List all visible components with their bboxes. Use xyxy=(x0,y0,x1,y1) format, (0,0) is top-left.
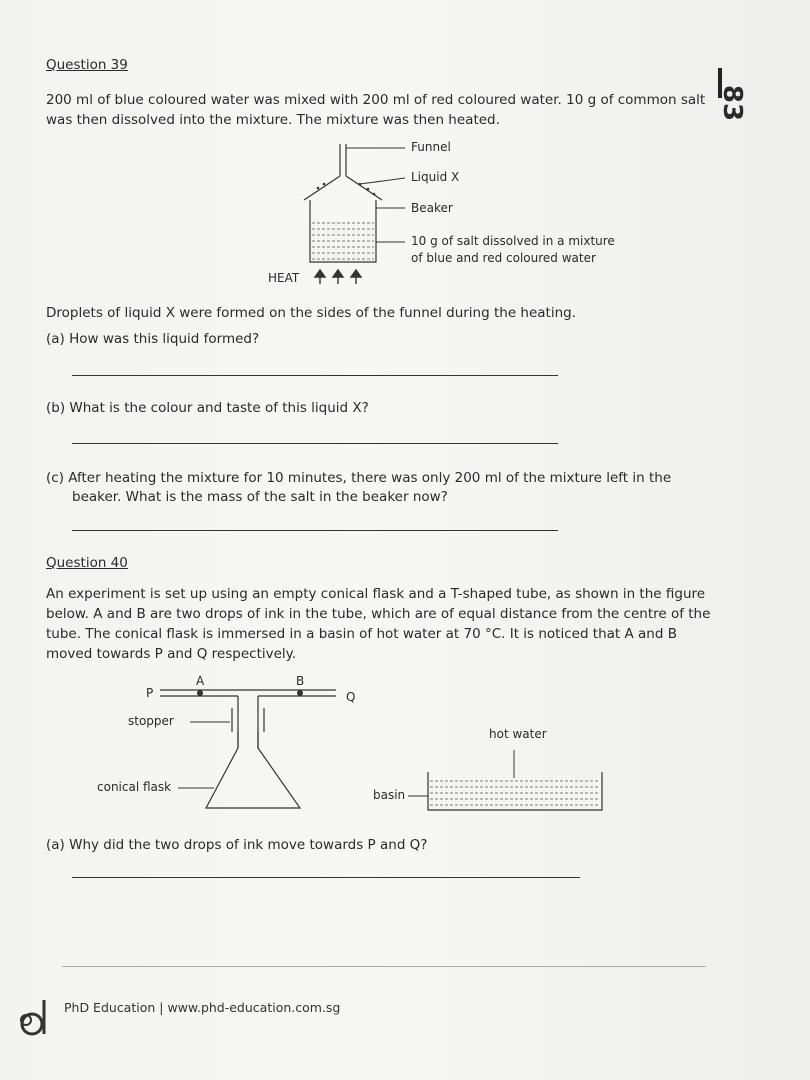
q39-intro-line2: was then dissolved into the mixture. The mixture was then heated. xyxy=(46,112,500,128)
funnel-cone xyxy=(304,176,340,200)
footer-text: PhD Education | www.phd-education.com.sg xyxy=(64,1000,341,1015)
footer-rule xyxy=(62,966,706,967)
label-funnel: Funnel xyxy=(411,140,451,154)
q39-part-c-line1: (c) After heating the mixture for 10 minutes, there was only 200 ml of the mixture left in the xyxy=(46,470,672,486)
mixture xyxy=(311,222,375,261)
q39-intro-line1: 200 ml of blue coloured water was mixed with 200 ml of red coloured water. 10 g of common salt xyxy=(46,92,706,108)
q40-intro-line4: moved towards P and Q respectively. xyxy=(46,646,297,662)
q40-heading: Question 40 xyxy=(46,555,128,571)
q39-heading: Question 39 xyxy=(46,57,128,73)
q39-a-answer-line[interactable] xyxy=(72,375,558,376)
label-q: Q xyxy=(346,690,356,704)
q40-intro-line1: An experiment is set up using an empty conical flask and a T-shaped tube, as shown in the figure xyxy=(46,586,706,602)
q39-part-a: (a) How was this liquid formed? xyxy=(46,331,260,347)
label-b: B xyxy=(296,674,305,688)
label-conical-flask: conical flask xyxy=(97,780,172,794)
q40-a-answer-line[interactable] xyxy=(72,877,580,878)
label-a: A xyxy=(196,674,205,688)
q40-part-a: (a) Why did the two drops of ink move towards P and Q? xyxy=(46,837,428,853)
q39-droplets: Droplets of liquid X were formed on the sides of the funnel during the heating. xyxy=(46,305,577,321)
ink-drop-b xyxy=(297,690,303,696)
liquid-x-pointer xyxy=(360,178,405,184)
q40-intro-line2: below. A and B are two drops of ink in the tube, which are of equal distance from the centre of the xyxy=(46,606,711,622)
q39-part-c-line2: beaker. What is the mass of the salt in the beaker now? xyxy=(72,489,448,505)
label-liquid-x: Liquid X xyxy=(411,170,460,184)
phd-logo-icon xyxy=(12,996,52,1036)
label-mixture-line2: of blue and red coloured water xyxy=(411,251,596,265)
q39-b-answer-line[interactable] xyxy=(72,443,558,444)
q39-c-answer-line[interactable] xyxy=(72,530,558,531)
label-hot-water: hot water xyxy=(489,727,547,741)
label-heat: HEAT xyxy=(268,271,300,285)
conical-flask xyxy=(206,732,300,808)
q39-part-b: (b) What is the colour and taste of this liquid X? xyxy=(46,400,369,416)
label-beaker: Beaker xyxy=(411,201,453,215)
label-mixture-line1: 10 g of salt dissolved in a mixture xyxy=(411,234,615,248)
page-number: 83 xyxy=(717,84,747,122)
label-stopper: stopper xyxy=(128,714,174,728)
label-p: P xyxy=(146,686,154,700)
heat-arrows xyxy=(315,270,361,284)
ink-drop-a xyxy=(197,690,203,696)
stopper xyxy=(232,708,264,732)
q40-intro-line3: tube. The conical flask is immersed in a basin of hot water at 70 °C. It is noticed that A and B xyxy=(46,626,677,642)
label-basin: basin xyxy=(373,788,406,802)
